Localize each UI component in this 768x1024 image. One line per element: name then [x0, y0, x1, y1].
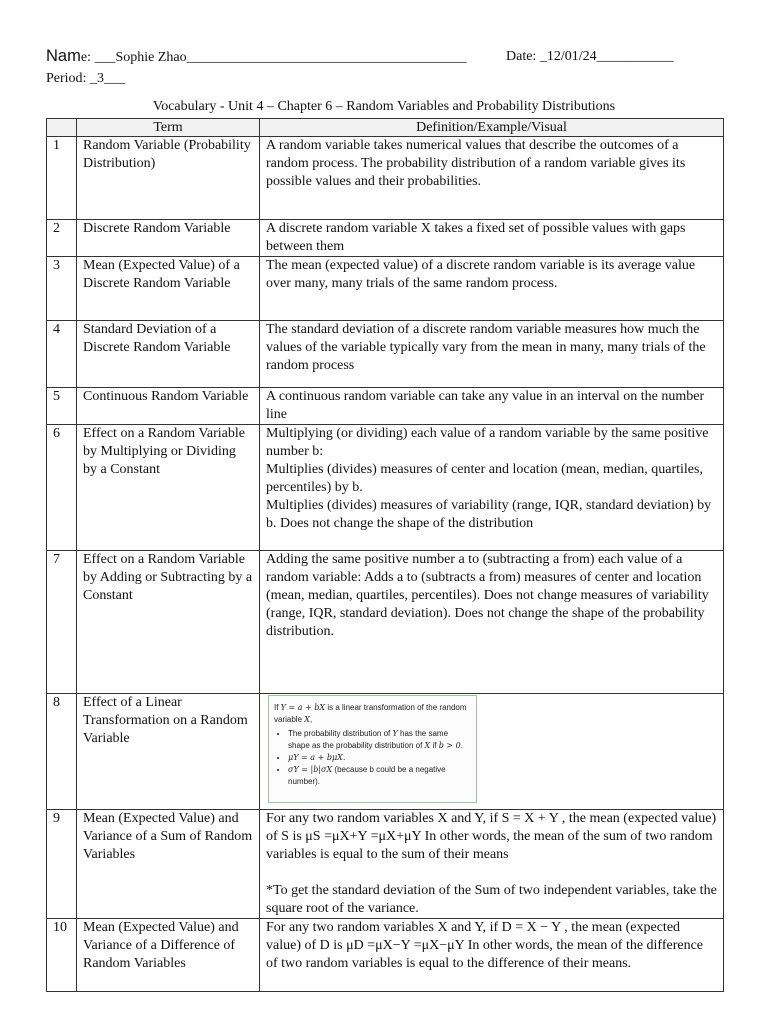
- row-definition: A random variable takes numerical values that describe the outcomes of a random process. The probability distribution of a random variable gives its possible values and their probabilities.: [260, 137, 724, 220]
- figure-bullet: • The probability distribution of Y has the same shape as the probability distribution of X if b > 0.: [288, 728, 470, 752]
- date-label: Date:: [506, 49, 540, 64]
- name-value: ___Sophie Zhao________________________________________: [94, 50, 467, 65]
- date-field: [506, 49, 674, 65]
- row-term: Random Variable (Probability Distribution): [77, 137, 260, 220]
- linear-transformation-figure: [268, 695, 477, 803]
- period-label: Period:: [46, 71, 90, 86]
- row-definition: [260, 810, 724, 919]
- row-term: Mean (Expected Value) and Variance of a Difference of Random Variables: [77, 919, 260, 992]
- row-term: Mean (Expected Value) and Variance of a Sum of Random Variables: [77, 810, 260, 919]
- page-title: Vocabulary - Unit 4 – Chapter 6 – Random Variables and Probability Distributions: [152, 99, 616, 114]
- row-number: 7: [47, 551, 77, 694]
- name-date-line: [46, 47, 674, 66]
- row-definition: The standard deviation of a discrete random variable measures how much the values of the variable typically vary from the mean in many, many trials of the random process: [260, 321, 724, 388]
- column-header-number: [47, 119, 77, 137]
- row-term: Standard Deviation of a Discrete Random Variable: [77, 321, 260, 388]
- row-definition: A continuous random variable can take any value in an interval on the number line: [260, 388, 724, 425]
- row-definition: [260, 694, 724, 810]
- table-row: [47, 321, 724, 388]
- table-row: [47, 919, 724, 992]
- definition-note: *To get the standard deviation of the Sum of two independent variables, take the square root of the variance.: [266, 883, 717, 916]
- table-row: [47, 694, 724, 810]
- row-definition: For any two random variables X and Y, if D = X − Y , the mean (expected value) of D is μD =μX−Y =μX−μY In other words, the mean of the difference of two random variables is equal to the difference of their means.: [260, 919, 724, 992]
- table-row: [47, 137, 724, 220]
- table-header-row: [47, 119, 724, 137]
- table-row: [47, 810, 724, 919]
- figure-bullet: • μY = a + bμX.: [288, 752, 470, 764]
- row-term: Mean (Expected Value) of a Discrete Random Variable: [77, 257, 260, 321]
- table-row: [47, 425, 724, 551]
- row-number: 4: [47, 321, 77, 388]
- row-number: 1: [47, 137, 77, 220]
- row-number: 3: [47, 257, 77, 321]
- definition-line: Multiplies (divides) measures of variability (range, IQR, standard deviation) by b. Does not change the shape of the distribution: [266, 498, 712, 531]
- date-value: _12/01/24___________: [539, 49, 674, 64]
- figure-bullet: • σY = |b|σX (because b could be a negative number).: [288, 764, 470, 788]
- row-number: 5: [47, 388, 77, 425]
- row-number: 8: [47, 694, 77, 810]
- name-label-small: e:: [80, 50, 95, 65]
- definition-line: Multiplying (or dividing) each value of a random variable by the same positive number b:: [266, 426, 709, 459]
- row-definition: Adding the same positive number a to (subtracting a from) each value of a random variable: Adds a to (subtracts a from) measures of center and location (mean, median, quartiles, percentiles). Does not change measures of variability (range, IQR, standard deviation). Does not change the shape of the probability distribution.: [260, 551, 724, 694]
- row-number: 10: [47, 919, 77, 992]
- row-definition: A discrete random variable X takes a fixed set of possible values with gaps between them: [260, 220, 724, 257]
- row-definition: [260, 425, 724, 551]
- table-row: [47, 220, 724, 257]
- definition-text: For any two random variables X and Y, if S = X + Y , the mean (expected value) of S is μS =μX+Y =μX+μY In other words, the mean of the sum of two random variables is equal to the sum of their means: [266, 811, 717, 862]
- column-header-definition: Definition/Example/Visual: [260, 119, 724, 137]
- row-term: Continuous Random Variable: [77, 388, 260, 425]
- table-row: [47, 257, 724, 321]
- row-term: Effect on a Random Variable by Adding or Subtracting by a Constant: [77, 551, 260, 694]
- table-row: [47, 388, 724, 425]
- column-header-term: Term: [77, 119, 260, 137]
- row-number: 6: [47, 425, 77, 551]
- vocabulary-table: [46, 118, 724, 992]
- row-number: 9: [47, 810, 77, 919]
- name-label-big: Nam: [46, 47, 81, 65]
- period-line: [46, 71, 125, 87]
- definition-line: Multiplies (divides) measures of center and location (mean, median, quartiles, percentiles) by b.: [266, 462, 703, 495]
- row-term: Effect on a Random Variable by Multiplying or Dividing by a Constant: [77, 425, 260, 551]
- table-row: [47, 551, 724, 694]
- row-term: Effect of a Linear Transformation on a Random Variable: [77, 694, 260, 810]
- row-number: 2: [47, 220, 77, 257]
- figure-bullets: [274, 728, 470, 788]
- row-definition: The mean (expected value) of a discrete random variable is its average value over many, many trials of the same random process.: [260, 257, 724, 321]
- row-term: Discrete Random Variable: [77, 220, 260, 257]
- period-value: _3___: [89, 71, 125, 86]
- figure-intro: If Y = a + bX is a linear transformation of the random variable X,: [274, 703, 467, 724]
